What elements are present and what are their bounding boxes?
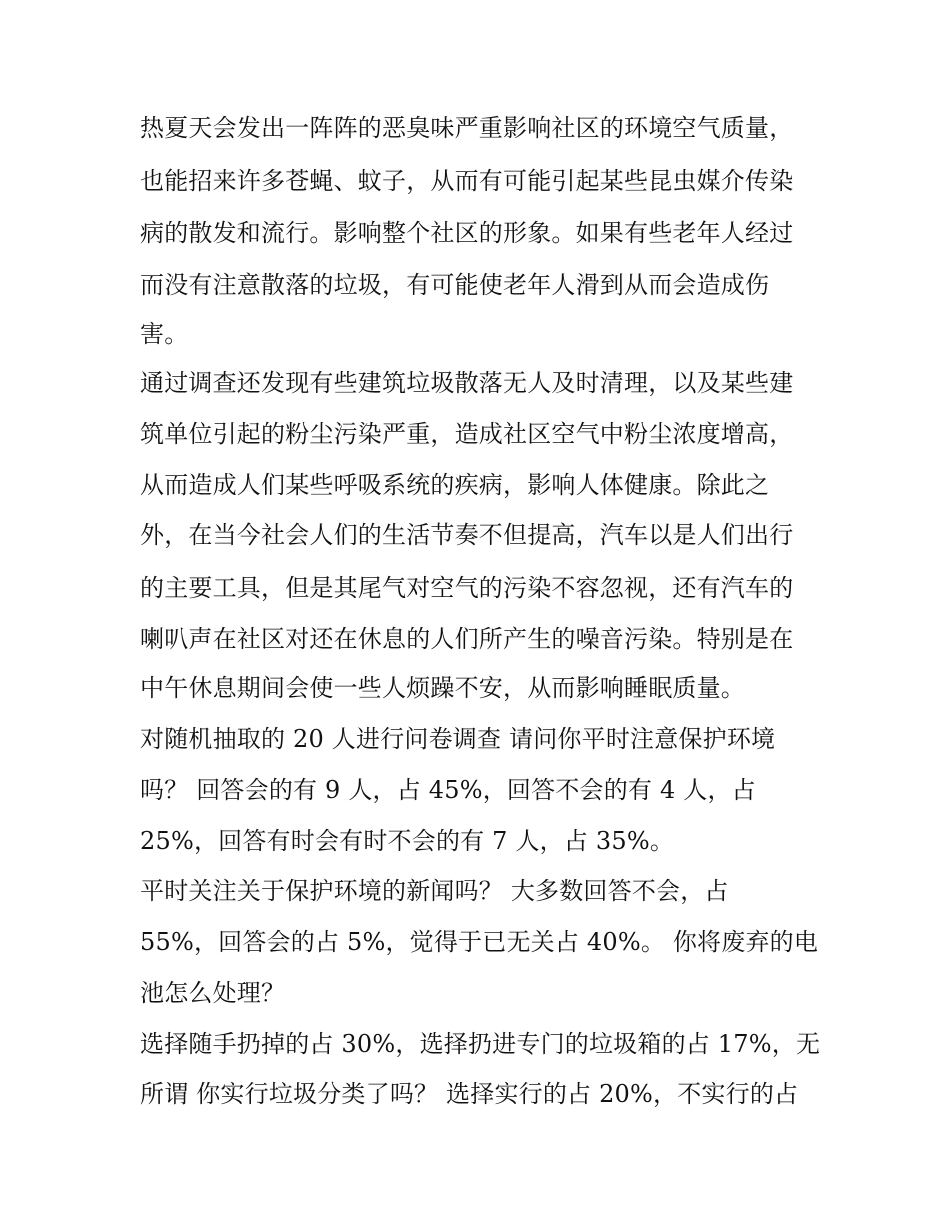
text-line: 选择随手扔掉的占 30%，选择扔进专门的垃圾箱的占 17%，无 <box>140 1030 821 1058</box>
text-line: 外，在当今社会人们的生活节奏不但提高，汽车以是人们出行 <box>140 521 794 549</box>
text-line: 热夏天会发出一阵阵的恶臭味严重影响社区的环境空气质量， <box>140 114 794 142</box>
text-line: 中午休息期间会使一些人烦躁不安，从而影响睡眠质量。 <box>140 674 745 702</box>
text-line: 25%，回答有时会有时不会的有 7 人，占 35%。 <box>140 827 675 855</box>
text-line: 平时关注关于保护环境的新闻吗？ 大多数回答不会，占 <box>140 877 729 905</box>
text-line: 从而造成人们某些呼吸系统的疾病，影响人体健康。除此之 <box>140 471 770 499</box>
text-line: 的主要工具，但是其尾气对空气的污染不容忽视，还有汽车的 <box>140 574 794 602</box>
text-line: 通过调查还发现有些建筑垃圾散落无人及时清理，以及某些建 <box>140 369 794 397</box>
text-line: 55%，回答会的占 5%，觉得于已无关占 40%。 你将废弃的电 <box>140 928 819 956</box>
text-line: 吗？ 回答会的有 9 人，占 45%，回答不会的有 4 人，占 <box>140 776 756 804</box>
text-line: 对随机抽取的 20 人进行问卷调查 请问你平时注意保护环境 <box>140 725 776 753</box>
text-line: 而没有注意散落的垃圾，有可能使老年人滑到从而会造成伤 <box>140 271 770 299</box>
text-line: 病的散发和流行。影响整个社区的形象。如果有些老年人经过 <box>140 219 794 247</box>
text-line: 也能招来许多苍蝇、蚊子，从而有可能引起某些昆虫媒介传染 <box>140 167 794 195</box>
text-line: 筑单位引起的粉尘污染严重，造成社区空气中粉尘浓度增高， <box>140 420 794 448</box>
text-line: 所谓 你实行垃圾分类了吗？ 选择实行的占 20%，不实行的占 <box>140 1080 799 1108</box>
text-line: 池怎么处理？ <box>140 979 286 1007</box>
text-line: 喇叭声在社区对还在休息的人们所产生的噪音污染。特别是在 <box>140 625 794 653</box>
text-line: 害。 <box>140 320 189 348</box>
